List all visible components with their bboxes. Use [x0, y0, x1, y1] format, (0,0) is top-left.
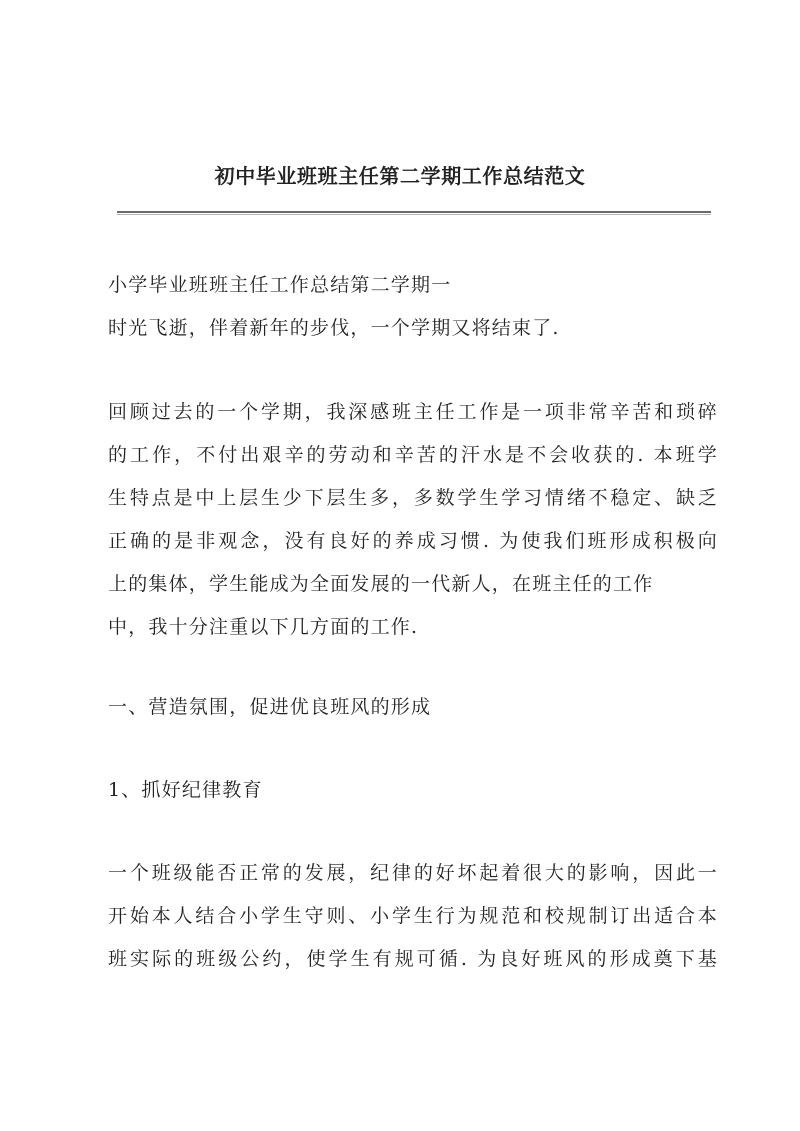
title-divider-shadow [117, 214, 711, 215]
intro-line: 时光飞逝，伴着新年的步伐，一个学期又将结束了. [108, 317, 560, 339]
paragraph-line: 开始本人结合小学生守则、小学生行为规范和校规制订出适合本 [108, 905, 718, 927]
paragraph-line: 正确的是非观念，没有良好的养成习惯. 为使我们班形成积极向 [108, 530, 718, 552]
title-divider [117, 211, 711, 213]
document-title: 初中毕业班班主任第二学期工作总结范文 [214, 164, 586, 188]
paragraph-line: 回顾过去的一个学期，我深感班主任工作是一项非常辛苦和琐碎 [108, 401, 718, 423]
paragraph-line: 一个班级能否正常的发展，纪律的好坏起着很大的影响，因此一 [108, 862, 718, 884]
paragraph-line: 上的集体，学生能成为全面发展的一代新人，在班主任的工作 [108, 573, 654, 595]
section-heading: 一、营造氛围，促进优良班风的形成 [108, 696, 432, 718]
paragraph-line: 的工作，不付出艰辛的劳动和辛苦的汗水是不会收获的. 本班学 [108, 444, 718, 466]
paragraph-line: 中，我十分注重以下几方面的工作. [108, 616, 419, 638]
intro-line: 小学毕业班班主任工作总结第二学期一 [108, 274, 452, 296]
paragraph-line: 生特点是中上层生少下层生多，多数学生学习情绪不稳定、缺乏 [108, 487, 718, 509]
paragraph-line: 班实际的班级公约，使学生有规可循. 为良好班风的形成奠下基 [108, 948, 718, 970]
subsection-heading: 1、抓好纪律教育 [108, 779, 263, 801]
